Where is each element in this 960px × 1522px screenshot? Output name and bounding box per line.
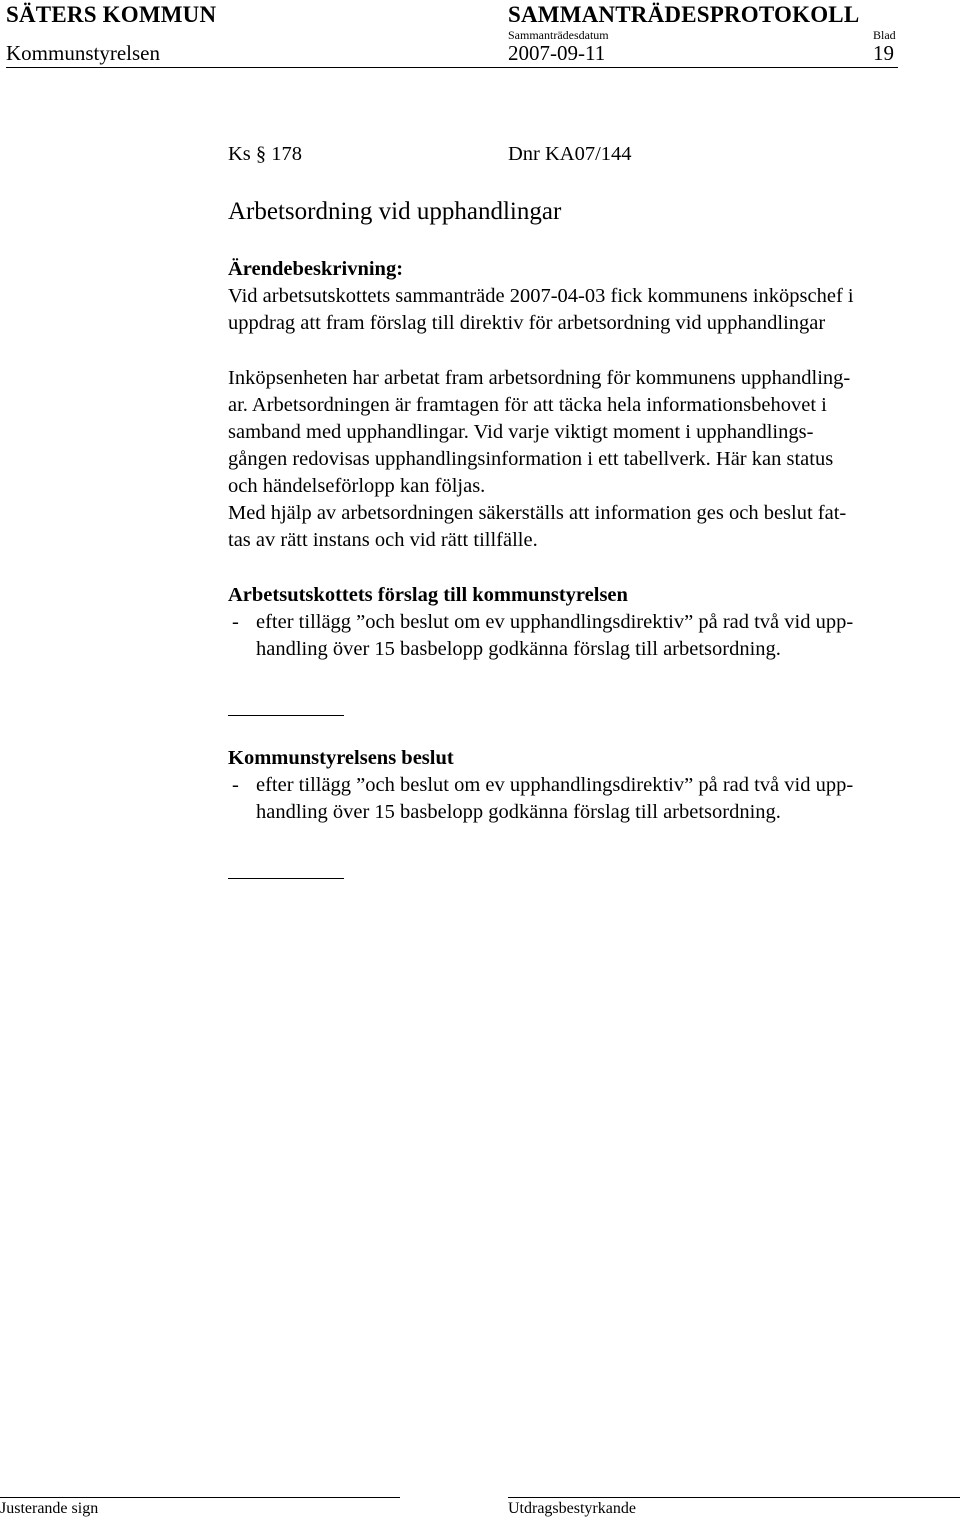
description-line: samband med upphandlingar. Vid varje viktigt moment i upphandlings- (228, 421, 814, 443)
decision-bullet: - (232, 774, 239, 796)
description-line: gången redovisas upphandlingsinformation i ett tabellverk. Här kan status (228, 448, 834, 470)
description-line: Med hjälp av arbetsordningen säkerställs att information ges och beslut fat- (228, 502, 847, 524)
decision-heading: Kommunstyrelsens beslut (228, 747, 454, 769)
proposal-bullet: - (232, 611, 239, 633)
paragraph-number: Ks § 178 (228, 143, 303, 165)
proposal-heading: Arbetsutskottets förslag till kommunstyrelsen (228, 584, 628, 606)
case-title: Arbetsordning vid upphandlingar (228, 198, 562, 225)
organization-name: SÄTERS KOMMUN (6, 2, 217, 27)
proposal-line: efter tillägg ”och beslut om ev upphandlingsdirektiv” på rad två vid upp- (256, 611, 854, 633)
header-rule (6, 67, 898, 68)
description-line: Vid arbetsutskottets sammanträde 2007-04-03 fick kommunens inköpschef i (228, 285, 854, 307)
description-line: uppdrag att fram förslag till direktiv för arbetsordning vid upphandlingar (228, 312, 826, 334)
decision-end-rule (228, 878, 344, 879)
description-line: och händelseförlopp kan följas. (228, 475, 486, 497)
footer-rule-left (0, 1497, 400, 1498)
proposal-line: handling över 15 basbelopp godkänna förslag till arbetsordning. (256, 638, 781, 660)
meeting-date: 2007-09-11 (508, 41, 606, 65)
footer-signature-label: Justerande sign (0, 1500, 99, 1517)
footer-certification-label: Utdragsbestyrkande (508, 1500, 636, 1517)
page-label: Blad (873, 28, 896, 42)
document-type: SAMMANTRÄDESPROTOKOLL (508, 2, 860, 27)
page-number: 19 (873, 41, 894, 65)
case-dnr: Dnr KA07/144 (508, 143, 632, 165)
body-name: Kommunstyrelsen (6, 41, 160, 65)
decision-line: handling över 15 basbelopp godkänna förslag till arbetsordning. (256, 801, 781, 823)
description-heading: Ärendebeskrivning: (228, 258, 404, 280)
description-line: ar. Arbetsordningen är framtagen för att täcka hela informationsbehovet i (228, 394, 827, 416)
description-line: tas av rätt instans och vid rätt tillfälle. (228, 529, 538, 551)
footer-rule-right (508, 1497, 960, 1498)
proposal-end-rule (228, 715, 344, 716)
date-label: Sammanträdesdatum (508, 28, 609, 42)
decision-line: efter tillägg ”och beslut om ev upphandlingsdirektiv” på rad två vid upp- (256, 774, 854, 796)
description-line: Inköpsenheten har arbetat fram arbetsordning för kommunens upphandling- (228, 367, 851, 389)
